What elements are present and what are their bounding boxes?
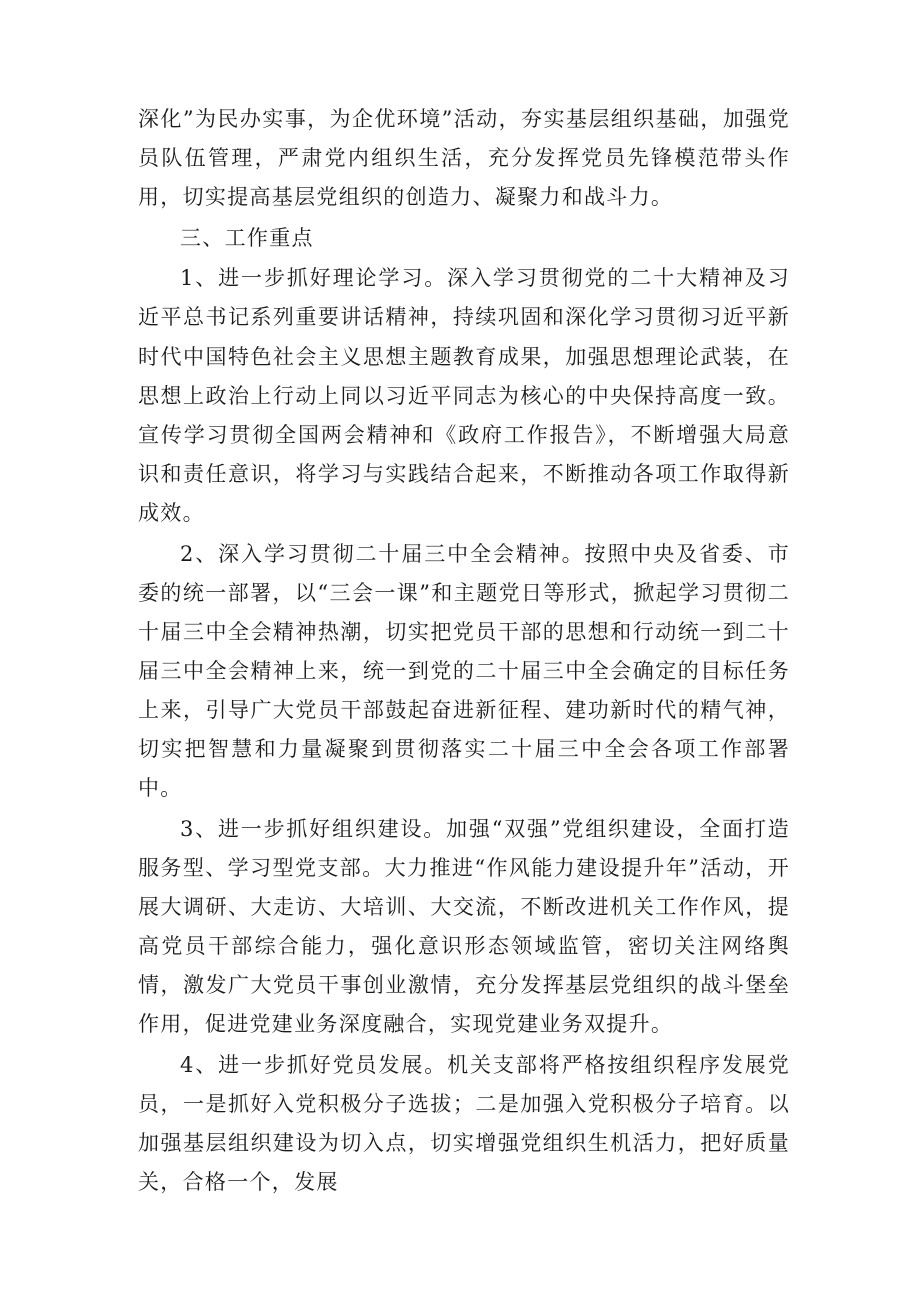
document-body [138,100,790,1202]
paragraph-member-development: 4、进一步抓好党员发展。机关支部将严格按组织程序发展党员，一是抓好入党积极分子选拔；二是加强入党积极分子培育。以加强基层组织建设为切入点，切实增强党组织生机活力，把好质量关，合格一个，发展 [138,1052,790,1195]
paragraph-continuation: 深化”为民办实事，为企优环境”活动，夯实基层组织基础，加强党员队伍管理，严肃党内组织生活，充分发挥党员先锋模范带头作用，切实提高基层党组织的创造力、凝聚力和战斗力。 [138,107,790,210]
section-heading: 三、工作重点 [180,225,314,250]
paragraph-organization-building: 3、进一步抓好组织建设。加强“双强”党组织建设，全面打造服务型、学习型党支部。大力推进“作风能力建设提升年”活动，开展大调研、大走访、大培训、大交流，不断改进机关工作作风，提高党员干部综合能力，强化意识形态领域监管，密切关注网络舆情，激发广大党员干事创业激情，充分发挥基层党组织的战斗堡垒作用，促进党建业务深度融合，实现党建业务双提升。 [138,816,790,1037]
paragraph-theory-study: 1、进一步抓好理论学习。深入学习贯彻党的二十大精神及习近平总书记系列重要讲话精神，持续巩固和深化学习贯彻习近平新时代中国特色社会主义思想主题教育成果，加强思想理论武装，在思想上政治上行动上同以习近平同志为核心的中央保持高度一致。宣传学习贯彻全国两会精神和《政府工作报告》，不断增强大局意识和责任意识，将学习与实践结合起来，不断推动各项工作取得新成效。 [138,266,790,525]
paragraph-plenary-study: 2、深入学习贯彻二十届三中全会精神。按照中央及省委、市委的统一部署，以“三会一课”和主题党日等形式，掀起学习贯彻二十届三中全会精神热潮，切实把党员干部的思想和行动统一到二十届三中全会精神上来，统一到党的二十届三中全会确定的目标任务上来，引导广大党员干部鼓起奋进新征程、建功新时代的精气神，切实把智慧和力量凝聚到贯彻落实二十届三中全会各项工作部署中。 [138,541,790,801]
